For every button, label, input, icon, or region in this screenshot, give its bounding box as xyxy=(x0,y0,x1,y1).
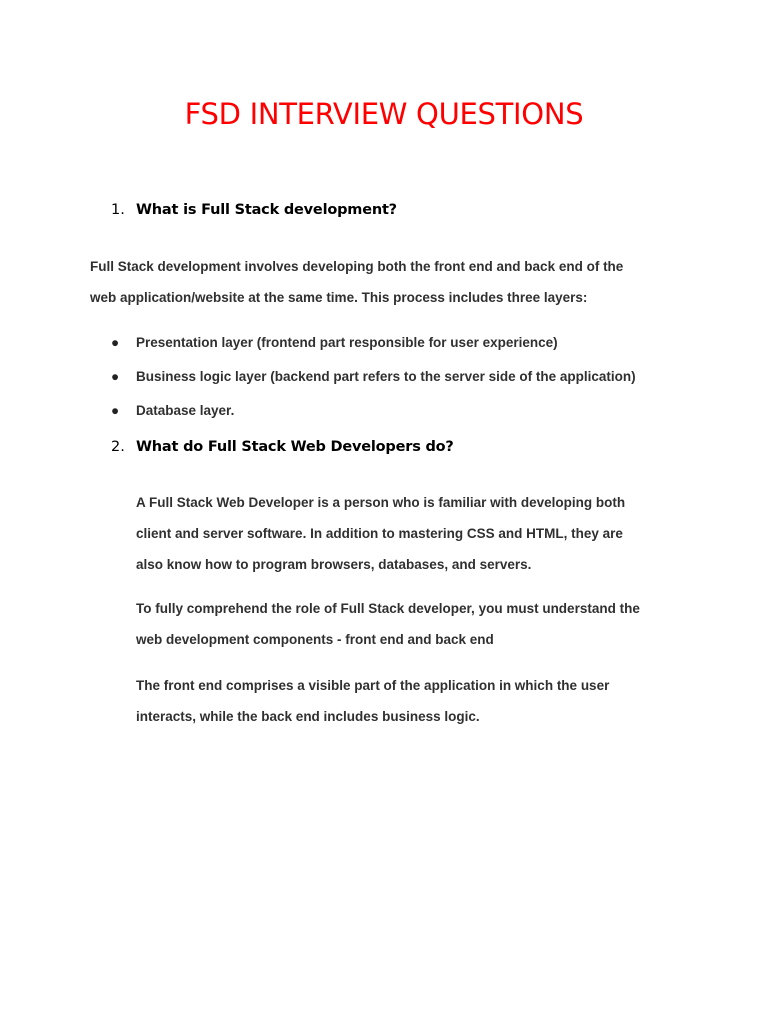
answer-line: client and server software. In addition to mastering CSS and HTML, they are xyxy=(136,526,623,541)
question-2-paragraph-1 xyxy=(136,487,625,580)
answer-line: A Full Stack Web Developer is a person who is familiar with developing both xyxy=(136,495,626,510)
bullet-item xyxy=(111,330,636,364)
question-2-paragraph-3 xyxy=(136,670,609,732)
question-1-text: What is Full Stack development? xyxy=(136,202,397,218)
document-title: FSD INTERVIEW QUESTIONS xyxy=(184,97,584,131)
bullet-text: Presentation layer (frontend part responsible for user experience) xyxy=(136,335,558,350)
question-2-paragraph-2 xyxy=(136,593,640,655)
question-2-heading xyxy=(111,437,454,457)
bullet-icon: ● xyxy=(111,403,120,418)
bullet-icon: ● xyxy=(111,335,120,350)
bullet-text: Database layer. xyxy=(136,403,235,418)
question-1-number: 1. xyxy=(111,202,125,218)
answer-line: also know how to program browsers, databases, and servers. xyxy=(136,557,532,572)
question-2-number: 2. xyxy=(111,439,125,455)
answer-line: Full Stack development involves developing both the front end and back end of the xyxy=(90,259,624,274)
bullet-icon: ● xyxy=(111,369,120,384)
layers-bullet-list xyxy=(111,330,636,432)
question-1-answer xyxy=(90,251,623,313)
answer-line: web development components - front end and back end xyxy=(136,632,494,647)
bullet-item xyxy=(111,364,636,398)
bullet-item xyxy=(111,398,636,432)
answer-line: To fully comprehend the role of Full Stack developer, you must understand the xyxy=(136,601,640,616)
question-1-heading xyxy=(111,200,397,220)
answer-line: web application/website at the same time. This process includes three layers: xyxy=(90,290,588,305)
bullet-text: Business logic layer (backend part refers to the server side of the application) xyxy=(136,369,636,384)
question-2-text: What do Full Stack Web Developers do? xyxy=(136,439,454,455)
answer-line: The front end comprises a visible part of the application in which the user xyxy=(136,678,610,693)
answer-line: interacts, while the back end includes business logic. xyxy=(136,709,480,724)
